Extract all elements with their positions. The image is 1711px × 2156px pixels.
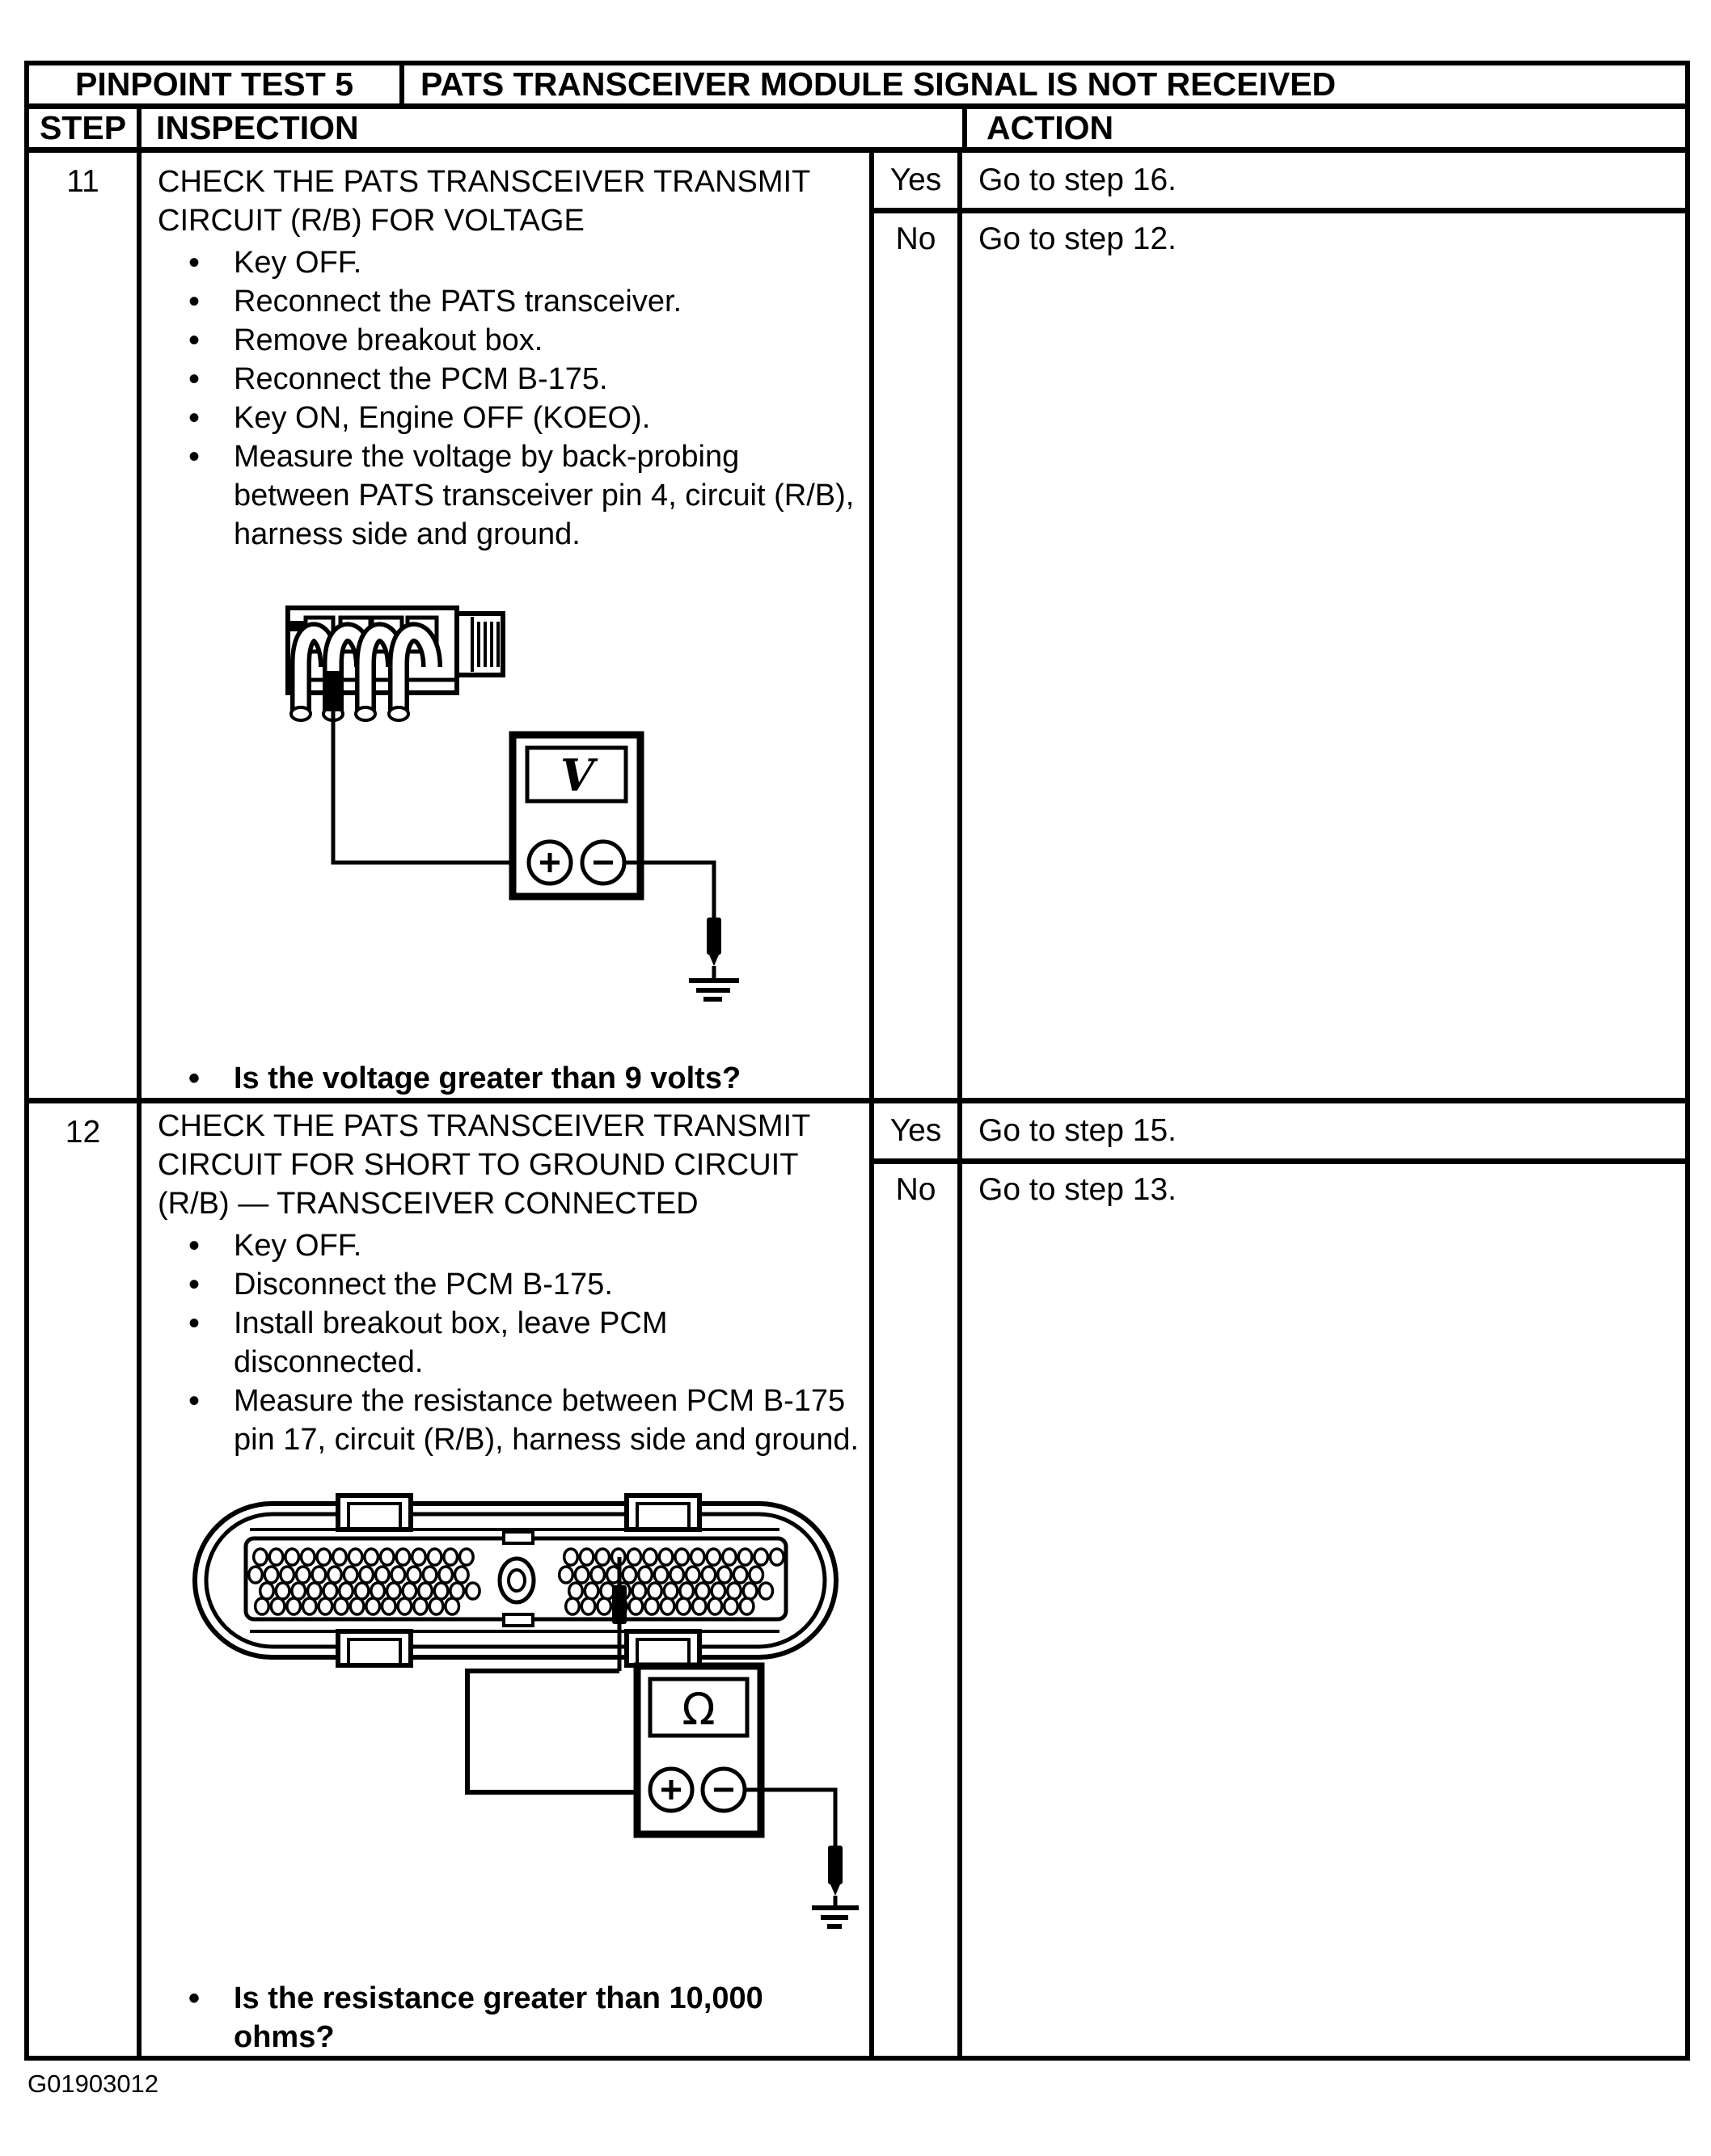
inspection-bullet-list [158, 243, 863, 554]
column-header-row [29, 109, 1685, 153]
list-item: • Disconnect the PCM B-175. [158, 1265, 863, 1304]
list-item: • Reconnect the PCM B-175. [158, 360, 863, 399]
column-header-inspection: INSPECTION [142, 109, 967, 147]
inspection-question: • Is the resistance greater than 10,000 ohms? [158, 1979, 863, 2057]
resistance-test-diagram [189, 1491, 860, 1932]
positive-terminal-icon [529, 842, 571, 884]
no-action-text: Go to step 13. [978, 1172, 1177, 1207]
probe-icon [707, 918, 721, 955]
pinpoint-test-label: PINPOINT TEST 5 [29, 65, 404, 103]
inspection-cell [142, 1103, 874, 2057]
voltmeter-symbol: V [560, 749, 594, 801]
pcm-connector [195, 1496, 836, 1671]
list-item: • Remove breakout box. [158, 321, 863, 360]
pinpoint-test-table [24, 61, 1690, 2061]
no-label: No [874, 213, 962, 1098]
ground-icon [812, 1908, 859, 1926]
column-header-step: STEP [29, 109, 142, 147]
probe-icon [324, 671, 342, 711]
figure-code: G01903012 [27, 2070, 159, 2098]
ohmmeter [637, 1666, 761, 1834]
column-header-action: ACTION [986, 109, 1114, 146]
list-item: • Measure the resistance between PCM B-175 pin 17, circuit (R/B), harness side and ground. [158, 1382, 863, 1459]
list-item: • Key OFF. [158, 243, 863, 282]
table-row-step-12 [29, 1103, 1685, 2057]
list-item: • Key ON, Engine OFF (KOEO). [158, 399, 863, 437]
list-item: • Reconnect the PATS transceiver. [158, 282, 863, 321]
pats-transceiver-connector [288, 608, 503, 720]
voltmeter [513, 735, 640, 897]
ohmmeter-symbol: Ω [682, 1684, 716, 1735]
negative-terminal-icon [703, 1769, 745, 1811]
yes-action-row [874, 153, 1685, 213]
probe-icon [828, 1846, 843, 1884]
inspection-bullet-list [158, 1226, 863, 1459]
no-action-row [874, 1164, 1685, 2057]
inspection-title: CHECK THE PATS TRANSCEIVER TRANSMIT CIRCUIT FOR SHORT TO GROUND CIRCUIT (R/B) — TRANSCEIVER CONNECTED [158, 1109, 810, 1221]
inspection-title: CHECK THE PATS TRANSCEIVER TRANSMIT CIRCUIT (R/B) FOR VOLTAGE [158, 165, 810, 238]
yes-label: Yes [874, 153, 962, 208]
step-number: 11 [29, 153, 142, 1098]
voltage-test-diagram [278, 598, 755, 1010]
inspection-cell [142, 153, 874, 1098]
list-item: • Key OFF. [158, 1226, 863, 1265]
ground-icon [689, 981, 739, 999]
probe-icon [612, 1585, 627, 1624]
yes-action-row [874, 1103, 1685, 1164]
action-cell [874, 153, 1685, 1098]
yes-action-text: Go to step 15. [978, 1113, 1177, 1148]
inspection-question: • Is the voltage greater than 9 volts? [158, 1059, 863, 1098]
yes-action-text: Go to step 16. [978, 162, 1177, 197]
action-cell [874, 1103, 1685, 2057]
list-item: • Measure the voltage by back-probing between PATS transceiver pin 4, circuit (R/B), harness side and ground. [158, 437, 863, 554]
negative-terminal-icon [582, 842, 624, 884]
table-row-step-11 [29, 153, 1685, 1103]
yes-label: Yes [874, 1103, 962, 1158]
no-action-text: Go to step 12. [978, 222, 1177, 256]
step-number: 12 [29, 1103, 142, 2057]
no-action-row [874, 213, 1685, 1098]
connector-keyway-icon [500, 1559, 534, 1602]
positive-terminal-icon [650, 1769, 692, 1811]
no-label: No [874, 1164, 962, 2057]
table-title-row [29, 65, 1685, 109]
list-item: • Install breakout box, leave PCM disconnected. [158, 1304, 863, 1382]
pinpoint-test-title: PATS TRANSCEIVER MODULE SIGNAL IS NOT RECEIVED [420, 65, 1337, 103]
